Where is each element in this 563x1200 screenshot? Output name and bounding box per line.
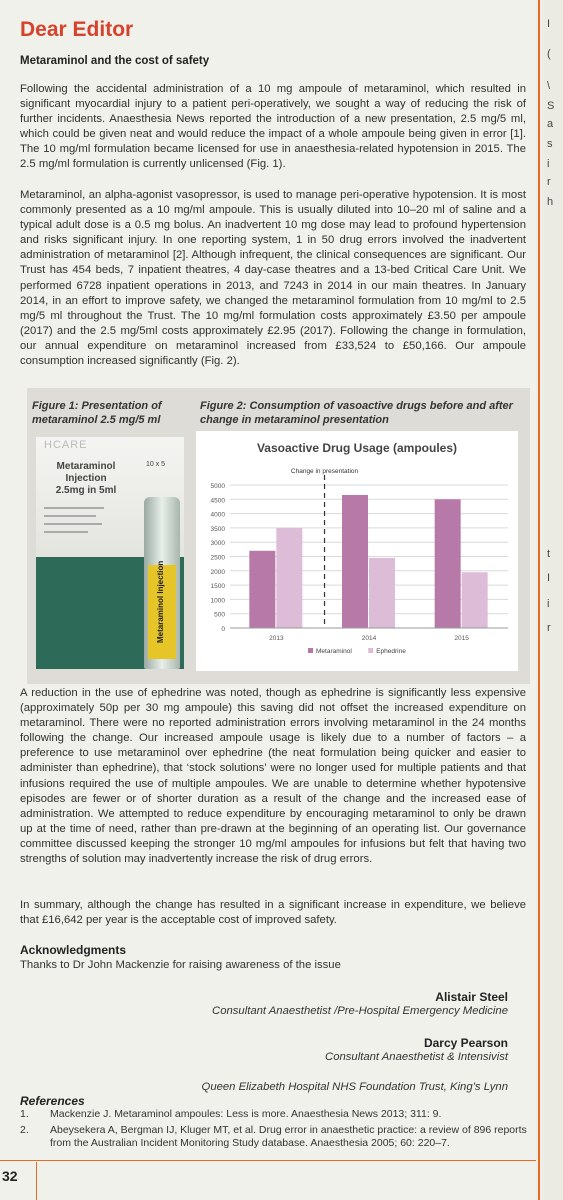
metaraminol-ampoule-photo xyxy=(36,437,184,669)
carton-small-print xyxy=(44,507,104,509)
x-tick-label: 2015 xyxy=(454,635,469,642)
adjacent-column-fragment: \ xyxy=(547,80,551,92)
carton-product-name xyxy=(36,461,136,497)
vasoactive-usage-chart xyxy=(196,431,518,671)
bar-metaraminol-2015 xyxy=(435,499,461,628)
y-tick-label: 2500 xyxy=(210,554,225,562)
paragraph-2: Metaraminol, an alpha-agonist vasopressor, is used to manage peri-operative hypotension. It is most commonly presented as a 10 mg/ml ampoule. This is usually diluted into 10–20 ml of saline and a typical adult dose is a 0.5 mg bolus. An inadvertent 10 mg dose may lead to profound hypertension and risks significant injury. In one reporting system, 1 in 50 drug errors involved the inadvertent administration of metaraminol [2]. Although infrequent, the clinical consequences are significant. Our Trust has 454 beds, 7 inpatient theatres, 4 day-case theatres and a 13-bed Critical Care Unit. We performed 6728 inpatient operations in 2013, and 7243 in 2014 in our main theatres. In January 2014, in an effort to improve safety, we changed the metaraminol formulation from 10 mg/ml to 2.5 mg/5 ml throughout the Trust. The 10 mg/ml formulation costs approximately £3.50 per ampoule (2017) and the 2.5 mg/5ml costs approximately £2.95 (2017). Following the change in formulation, our annual expenditure on metaraminol increased from £33,524 to £50,166. Our ampoule consumption increased significantly (Fig. 2). xyxy=(20,189,526,368)
figure-2-caption: Figure 2: Consumption of vasoactive drugs before and after change in metaraminol presentation xyxy=(200,400,513,426)
bar-ephedrine-2014 xyxy=(369,558,395,628)
acknowledgments-heading: Acknowledgments xyxy=(20,943,127,957)
author-name: Darcy Pearson xyxy=(423,1036,508,1050)
adjacent-column-fragment: r xyxy=(547,622,551,634)
adjacent-column-fragment: s xyxy=(547,138,553,150)
adjacent-column-fragment: I xyxy=(547,18,551,30)
y-tick-label: 0 xyxy=(221,626,225,633)
adjacent-column-fragment: I xyxy=(547,572,551,584)
chart-svg xyxy=(196,431,518,671)
reference-text: Abeysekera A, Bergman IJ, Kluger MT, et al. Drug error in anaesthetic practice: a review of 896 reports from the Australian Incident Monitoring Study database. Anaesthesia 2005; 60: 220–7. xyxy=(50,1124,527,1150)
adjacent-column-fragment: i xyxy=(547,598,550,610)
author-name: Alistair Steel xyxy=(435,990,508,1004)
adjacent-column-fragment: ( xyxy=(547,48,551,60)
footer-rule xyxy=(0,1160,536,1161)
adjacent-column-fragment: r xyxy=(547,176,551,188)
carton-small-print xyxy=(44,523,102,525)
reference-item xyxy=(20,1124,530,1152)
y-tick-label: 3000 xyxy=(210,540,225,548)
article-title: Metaraminol and the cost of safety xyxy=(20,55,210,67)
acknowledgments-text: Thanks to Dr John Mackenzie for raising awareness of the issue xyxy=(20,959,341,971)
adjacent-column-fragment: i xyxy=(547,158,550,170)
legend-label: Metaraminol xyxy=(316,648,352,655)
figure-1-caption: Figure 1: Presentation of metaraminol 2.5 mg/5 ml xyxy=(32,400,162,426)
page-number: 32 xyxy=(2,1168,18,1184)
chart-title: Vasoactive Drug Usage (ampoules) xyxy=(256,441,458,455)
legend-swatch xyxy=(368,648,373,653)
author-affiliation: Queen Elizabeth Hospital NHS Foundation Trust, King’s Lynn xyxy=(201,1081,508,1093)
footer-divider xyxy=(36,1162,37,1200)
carton-name-line: Injection xyxy=(65,473,107,484)
adjacent-column xyxy=(544,0,563,1200)
paragraph-3: A reduction in the use of ephedrine was noted, though as ephedrine is significantly less expensive (approximately 50p per 30 mg ampoule) this saving did not offset the increased expenditure on metaraminol. There were no reported administration errors involving metaraminol in the 24 months following the change. Our increased ampoule usage is likely due to a number of factors – a preference to use metaraminol over ephedrine (the neat formulation being quicker and easier to administer than ephedrine), that ‘stock solutions’ were no longer used for multiple patients and that infusions required the use of multiple ampoules. We are unable to determine whether hypotensive episodes are fewer or of shorter duration as a result of the change and the increased ease of administration. We attempted to reduce expenditure by encouraging metaraminol to only be drawn up at the time of need, rather than pre-drawn at the beginning of an operating list. Our governance committee discussed keeping the stronger 10 mg/ml ampoules for infusions but felt that having two strengths of solution may inadvertently increase the risk of drug errors. xyxy=(20,687,526,866)
y-tick-label: 5000 xyxy=(210,483,225,490)
reference-text: Mackenzie J. Metaraminol ampoules: Less is more. Anaesthesia News 2013; 311: 9. xyxy=(50,1108,442,1120)
bar-ephedrine-2015 xyxy=(462,572,488,628)
legend-swatch xyxy=(308,648,313,653)
y-tick-label: 3500 xyxy=(210,525,225,533)
carton-brand: HCARE xyxy=(44,439,88,451)
carton-name-line: Metaraminol xyxy=(56,461,116,472)
y-tick-label: 1000 xyxy=(210,597,225,605)
reference-item xyxy=(20,1108,530,1122)
legend-label: Ephedrine xyxy=(376,648,406,655)
carton-name-line: 2.5mg in 5ml xyxy=(55,485,117,496)
author-role: Consultant Anaesthetist /Pre-Hospital Emergency Medicine xyxy=(212,1005,508,1017)
paragraph-4: In summary, although the change has resulted in a significant increase in expenditure, we believe that £16,642 per year is the acceptable cost of improved safety. xyxy=(20,899,526,927)
x-tick-label: 2014 xyxy=(361,635,377,642)
column-divider xyxy=(538,0,540,1200)
references-heading: References xyxy=(20,1094,85,1108)
y-tick-label: 1500 xyxy=(210,583,225,591)
x-tick-label: 2013 xyxy=(269,635,284,642)
reference-number: 1. xyxy=(20,1108,29,1120)
ampoule-label-text: Metaraminol Injection xyxy=(156,560,165,643)
change-annotation: Change in presentation xyxy=(290,468,359,475)
reference-number: 2. xyxy=(20,1124,29,1136)
adjacent-column-fragment: t xyxy=(547,548,551,560)
paragraph-1: Following the accidental administration of a 10 mg ampoule of metaraminol, which resulted in significant myocardial injury to a patient peri-operatively, we sought a way of reducing the risk of further incidents. Anaesthesia News reported the introduction of a new presentation, 2.5 mg/5 ml, which could be given neat and would reduce the impact of a whole ampoule being given in error [1]. The 10 mg/ml formulation became licensed for use in anaesthesia-related hypotension in 2015. The 2.5 mg/ml formulation is currently unlicensed (Fig. 1). xyxy=(20,83,526,171)
y-tick-label: 500 xyxy=(214,611,225,619)
page-heading: Dear Editor xyxy=(20,18,134,41)
y-tick-label: 4500 xyxy=(210,497,225,505)
y-tick-label: 2000 xyxy=(210,568,225,576)
author-role: Consultant Anaesthetist & Intensivist xyxy=(325,1051,508,1063)
ampoule-label xyxy=(148,560,176,659)
bar-ephedrine-2013 xyxy=(276,528,302,628)
bar-metaraminol-2014 xyxy=(342,495,368,628)
y-tick-label: 4000 xyxy=(210,511,225,519)
bar-metaraminol-2013 xyxy=(249,551,275,628)
carton-pack-size: 10 x 5 xyxy=(146,461,166,468)
adjacent-column-fragment: a xyxy=(547,118,554,130)
adjacent-column-fragment: h xyxy=(547,196,554,208)
carton-small-print xyxy=(44,531,88,533)
carton-small-print xyxy=(44,515,96,517)
adjacent-column-fragment: S xyxy=(547,100,555,112)
